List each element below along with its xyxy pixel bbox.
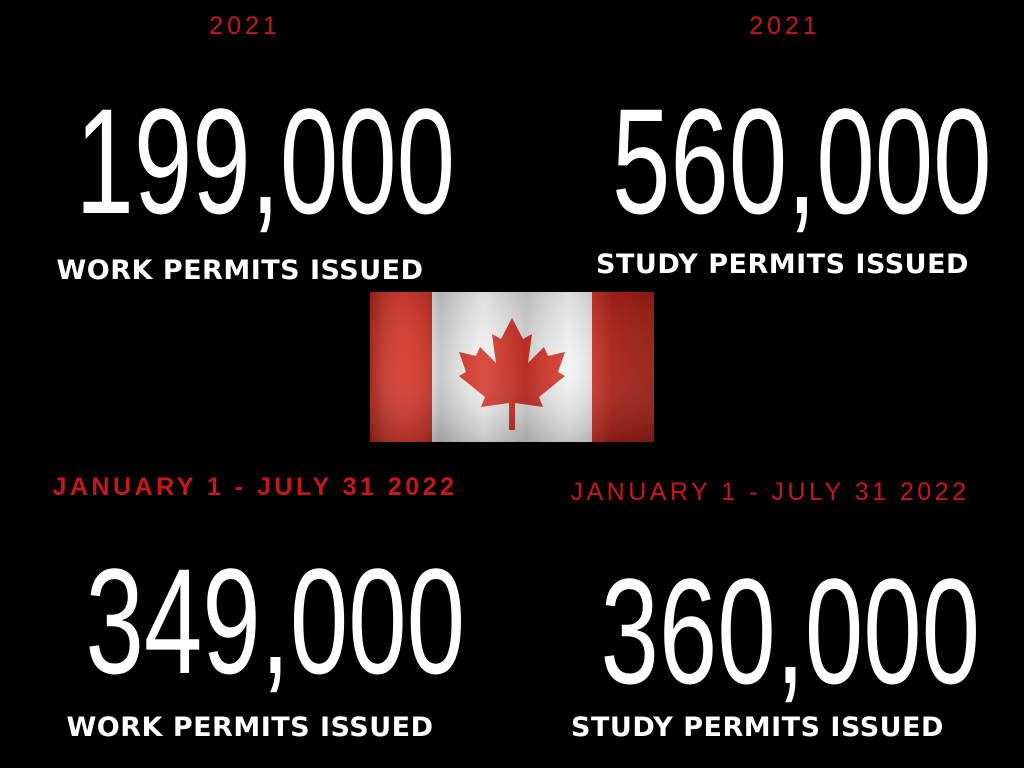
stat-caption-top-right: STUDY PERMITS ISSUED [596, 249, 969, 280]
canada-flag-icon [370, 292, 654, 442]
period-label-bottom-right: JANUARY 1 - JULY 31 2022 [570, 478, 970, 506]
stat-caption-bottom-right: STUDY PERMITS ISSUED [571, 712, 944, 743]
period-label-top-right: 2021 [749, 12, 821, 40]
stat-caption-top-left: WORK PERMITS ISSUED [56, 255, 424, 286]
stat-caption-bottom-left: WORK PERMITS ISSUED [66, 712, 434, 743]
stat-value-top-right: 560,000 [612, 77, 992, 245]
period-label-top-left: 2021 [209, 12, 281, 40]
stat-value-top-left: 199,000 [75, 77, 456, 245]
period-label-bottom-left: JANUARY 1 - JULY 31 2022 [52, 473, 458, 501]
stat-value-bottom-right: 360,000 [600, 547, 981, 715]
stat-value-bottom-left: 349,000 [85, 537, 466, 705]
